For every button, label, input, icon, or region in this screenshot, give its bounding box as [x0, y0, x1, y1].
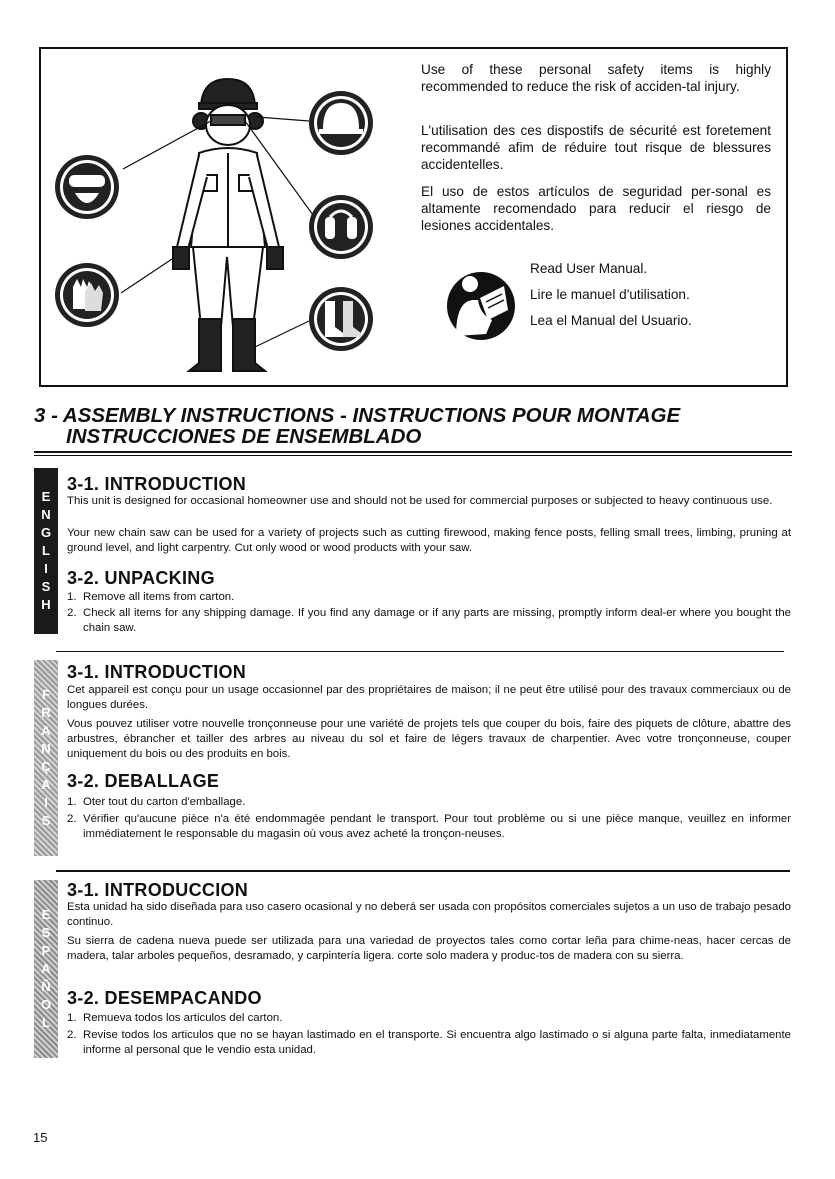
goggles-icon — [55, 155, 119, 219]
spanish-introduction-title: 3-1. INTRODUCCION — [67, 880, 249, 900]
heading-rule — [34, 451, 792, 453]
section-heading-line1: 3 - ASSEMBLY INSTRUCTIONS - INSTRUCTIONS POUR MONTAGE — [34, 404, 681, 427]
french-introduction-paragraph-2: Vous pouvez utiliser votre nouvelle tronçonneuse pour une variété de projets tels que couper du bois, faire des piquets de clôture, abattre des arbustres, ébrancher et tailler des arbres au niveau du sol et faire de légers travaux de charpentier. Avec votre tronçonneuse, couper uniquement du bois ou des produits en bois. — [67, 718, 791, 761]
spanish-introduction-paragraph-1: Esta unidad ha sido diseñada para uso casero ocasional y no deberá ser usada con propósitos comerciales sujetos a un uso de trabajo pesado continuo. — [67, 901, 791, 929]
ear-protection-icon — [309, 195, 373, 259]
french-divider — [56, 870, 790, 872]
gloves-icon — [55, 263, 119, 327]
safety-text-spanish: El uso de estos artículos de seguridad per-sonal es altamente recomendado para reducir el riesgo de lesiones accidentales. — [421, 184, 771, 233]
french-unpacking-item: 2. Vérifier qu'aucune pièce n'a été endommagée pendant le transport. Pour tout problème ou si une pièce manque, veuillez en informer immédiatement le responsable du magasin où vous avez acheté la tronçon-neuses. — [67, 813, 791, 841]
spanish-introduction-paragraph-2: Su sierra de cadena nueva puede ser utilizada para una variedad de proyectos tales como cortar leña para chime-neas, hacer cercas de madera, talar arboles pequeños, desramado, y carpintería ligera. corte solo madera y produc-tos de madera con su sierra. — [67, 935, 791, 963]
english-unpacking-title: 3-2. UNPACKING — [67, 568, 215, 588]
safety-text-french: L'utilisation des ces dispostifs de sécurité est foretement recommandé afim de réduire tout risque de blessures accidentelles. — [421, 123, 771, 172]
boots-icon — [309, 287, 373, 351]
spanish-language-tab: E S P A Ñ O L — [34, 880, 58, 1058]
section-heading — [34, 405, 804, 447]
worker-figure — [173, 79, 283, 371]
read-manual-french: Lire le manuel d'utilisation. — [530, 287, 690, 302]
read-manual-icon — [446, 264, 516, 344]
section-heading-line2: INSTRUCCIONES DE ENSEMBLADO — [66, 425, 422, 448]
english-unpacking-item: 1. Remove all items from carton. — [67, 591, 235, 603]
english-language-tab: E N G L I S H — [34, 468, 58, 634]
read-manual-spanish: Lea el Manual del Usuario. — [530, 313, 692, 328]
safety-text-english: Use of these personal safety items is highly recommended to reduce the risk of acciden-tal injury. — [421, 62, 771, 94]
heading-rule-thin — [34, 455, 792, 456]
spanish-unpacking-item: 2. Revise todos los articulos que no se hayan lastimado en el transporte. Si encuentra algo lastimado o si alguna parte falta, inmediatamente informe al personal que le vendio esta unidad. — [67, 1029, 791, 1057]
helmet-icon — [309, 91, 373, 155]
french-language-tab: F R A N Ç A I S — [34, 660, 58, 856]
read-manual-english: Read User Manual. — [530, 261, 648, 276]
english-introduction-paragraph-2: Your new chain saw can be used for a variety of projects such as cutting firewood, making fence posts, felling small trees, limbing, pruning at ground level, and light carpentry. Cut only wood or wood products with your saw. — [67, 527, 791, 555]
french-unpacking-title: 3-2. DEBALLAGE — [67, 771, 220, 791]
french-introduction-paragraph-1: Cet appareil est conçu pour un usage occasionnel par des propriétaires de maison; il ne peut être utilisé pour des travaux commerciaux ou de longues durées. — [67, 684, 791, 712]
safety-gear-illustration — [51, 57, 381, 379]
spanish-unpacking-title: 3-2. DESEMPACANDO — [67, 988, 262, 1008]
spanish-unpacking-item: 1. Remueva todos los articulos del carton. — [67, 1012, 283, 1024]
french-unpacking-item: 1. Oter tout du carton d'emballage. — [67, 796, 246, 808]
english-introduction-title: 3-1. INTRODUCTION — [67, 474, 247, 494]
safety-equipment-box — [39, 47, 788, 387]
english-introduction-paragraph-1: This unit is designed for occasional homeowner use and should not be used for commercial purposes or subjected to heavy continuous use. — [67, 495, 773, 507]
french-introduction-title: 3-1. INTRODUCTION — [67, 662, 247, 682]
english-unpacking-item: 2. Check all items for any shipping damage. If you find any damage or if any parts are missing, promptly inform deal-er where you bought the chain saw. — [67, 607, 791, 635]
page-number: 15 — [33, 1130, 48, 1145]
english-divider — [56, 651, 784, 652]
